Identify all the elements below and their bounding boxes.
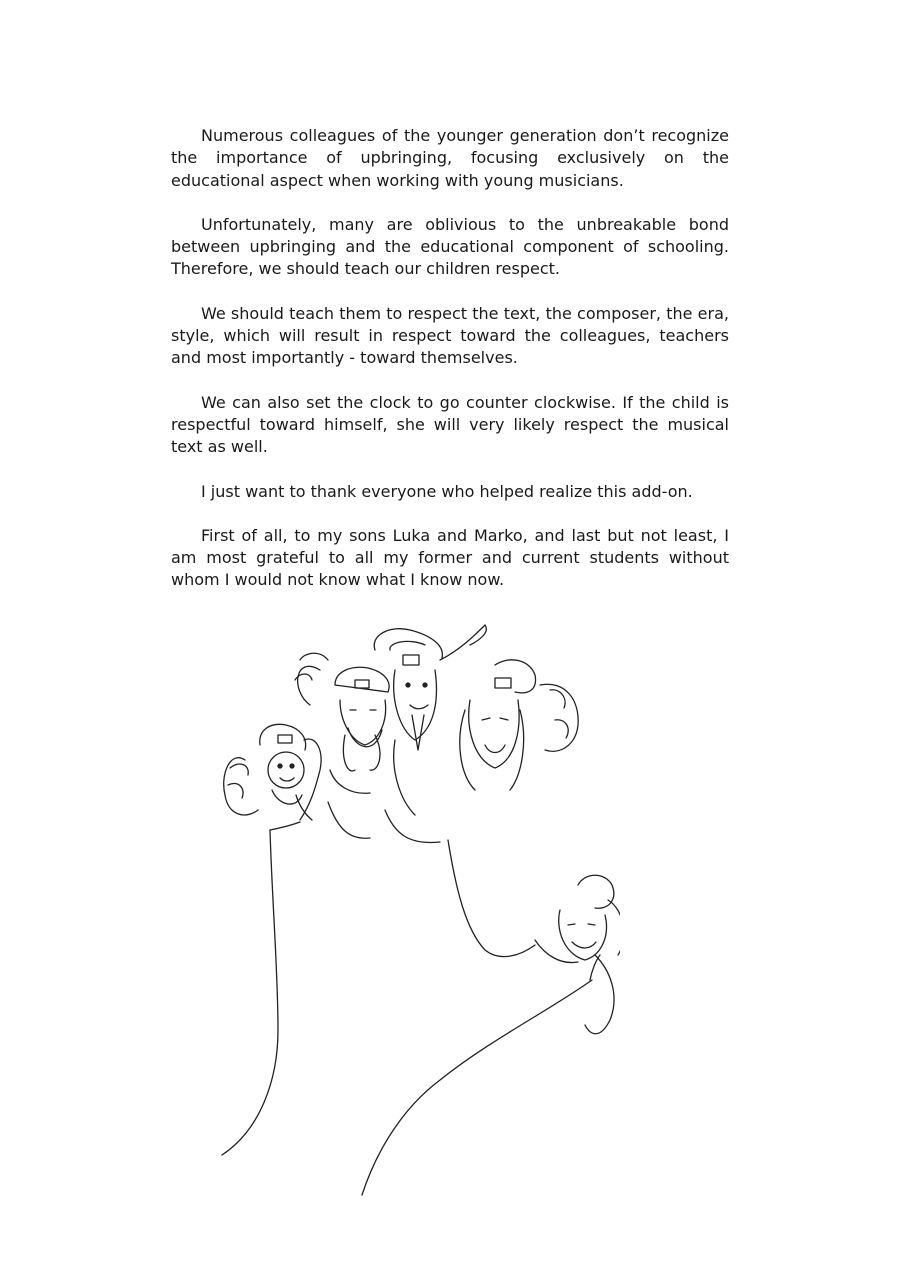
finger-base-1	[270, 822, 300, 830]
paragraph-6: First of all, to my sons Luka and Marko, and last but not least, I am most grateful to all my former and current students without whom I would not know what I know now.	[171, 525, 729, 590]
puppet-thumb	[535, 875, 620, 1034]
finger-base-3	[385, 810, 440, 843]
hand-outline-right	[362, 980, 592, 1195]
finger-base-2	[328, 802, 370, 838]
puppet-bearded	[295, 653, 389, 793]
palm-edge	[448, 840, 535, 957]
paragraph-5: I just want to thank everyone who helped realize this add-on.	[201, 481, 693, 501]
hand-outline	[222, 830, 278, 1155]
puppet-right	[460, 660, 578, 790]
hand-musketeers-illustration	[200, 610, 620, 1210]
paragraph-1: Numerous colleagues of the younger generation don’t recognize the importance of upbringing, focusing exclusively on the educational aspect when working with young musicians.	[171, 126, 729, 190]
paragraph-2: Unfortunately, many are oblivious to the unbreakable bond between upbringing and the educational component of schooling. Therefore, we should teach our children respect.	[171, 214, 729, 279]
puppet-center	[374, 625, 486, 815]
paragraph-4: We can also set the clock to go counter clockwise. If the child is respectful toward himself, she will very likely respect the musical text as well.	[171, 392, 729, 457]
body-text	[171, 125, 729, 614]
puppet-left	[224, 724, 321, 820]
paragraph-3: We should teach them to respect the text, the composer, the era, style, which will result in respect toward the colleagues, teachers and most importantly - toward themselves.	[171, 303, 729, 368]
